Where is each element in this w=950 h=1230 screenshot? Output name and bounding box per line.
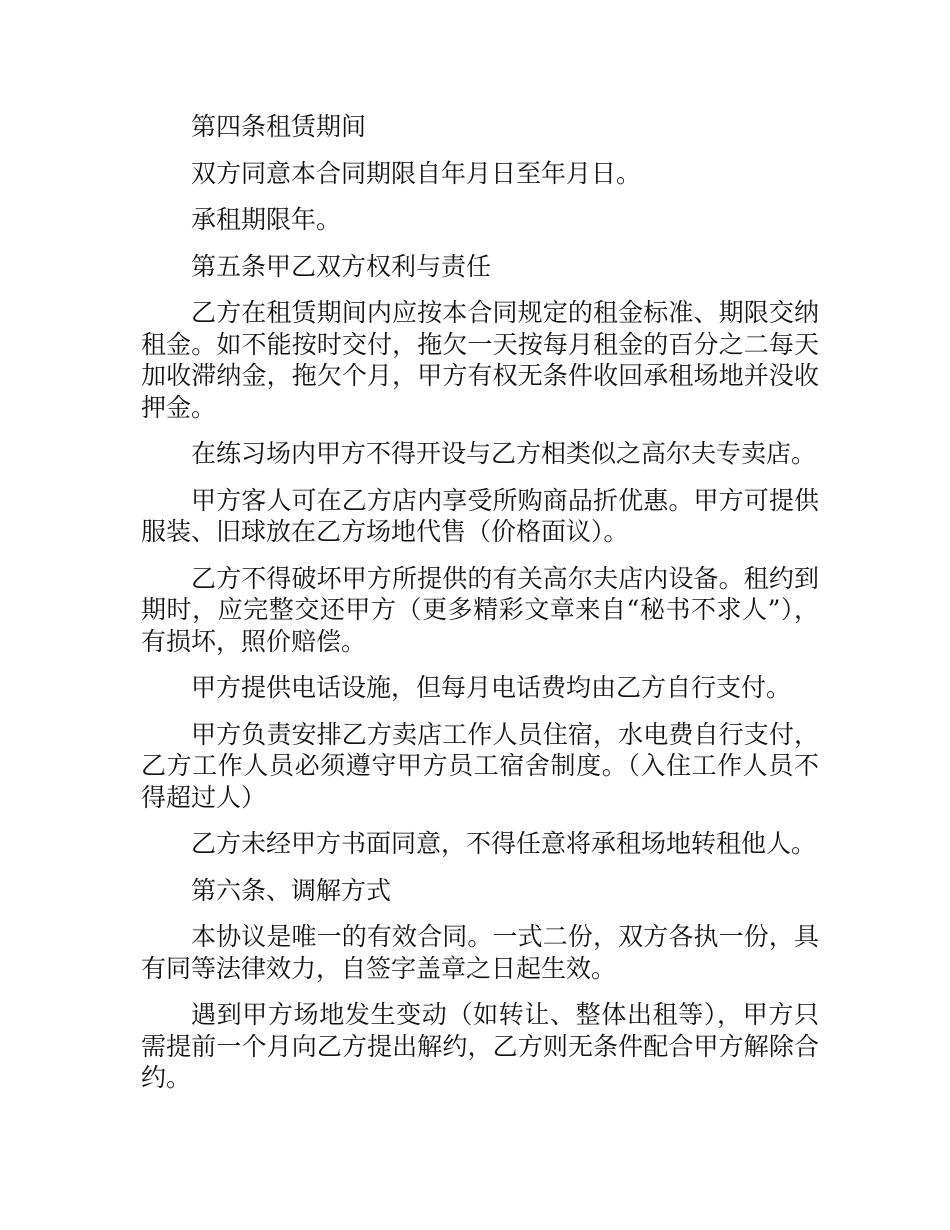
paragraph-no-competing-shop: 在练习场内甲方不得开设与乙方相类似之高尔夫专卖店。 bbox=[191, 439, 817, 468]
heading-article-6: 第六条、调解方式 bbox=[191, 875, 392, 905]
paragraph-agreement-validity: 本协议是唯一的有效合同。一式二份，双方各执一份，具有同等法律效力，自签字盖章之日起生效。 bbox=[141, 922, 819, 983]
document-page bbox=[141, 111, 819, 1109]
paragraph-term-dates: 双方同意本合同期限自年月日至年月日。 bbox=[191, 158, 642, 188]
paragraph-telephone: 甲方提供电话设施，但每月电话费均由乙方自行支付。 bbox=[191, 673, 792, 702]
paragraph-equipment: 乙方不得破坏甲方所提供的有关高尔夫店内设备。租约到期时，应完整交还甲方（更多精彩文章来自“秘书不求人”），有损坏，照价赔偿。 bbox=[141, 563, 819, 656]
paragraph-rent-payment: 乙方在租赁期间内应按本合同规定的租金标准、期限交纳租金。如不能按时交付，拖欠一天按每月租金的百分之二每天加收滞纳金，拖欠个月，甲方有权无条件收回承租场地并没收押金。 bbox=[141, 298, 819, 422]
paragraph-termination: 遇到甲方场地发生变动（如转让、整体出租等），甲方只需提前一个月向乙方提出解约，乙方则无条件配合甲方解除合约。 bbox=[141, 1000, 819, 1092]
paragraph-guest-discount: 甲方客人可在乙方店内享受所购商品折优惠。甲方可提供服装、旧球放在乙方场地代售（价格面议）。 bbox=[141, 485, 819, 546]
paragraph-lease-years: 承租期限年。 bbox=[191, 205, 342, 234]
paragraph-accommodation: 甲方负责安排乙方卖店工作人员住宿，水电费自行支付，乙方工作人员必须遵守甲方员工宿舍制度。（入住工作人员不得超过人） bbox=[141, 719, 819, 812]
heading-article-5: 第五条甲乙双方权利与责任 bbox=[191, 251, 492, 281]
paragraph-no-sublease: 乙方未经甲方书面同意，不得任意将承租场地转租他人。 bbox=[191, 829, 817, 858]
heading-article-4: 第四条租赁期间 bbox=[191, 112, 367, 141]
